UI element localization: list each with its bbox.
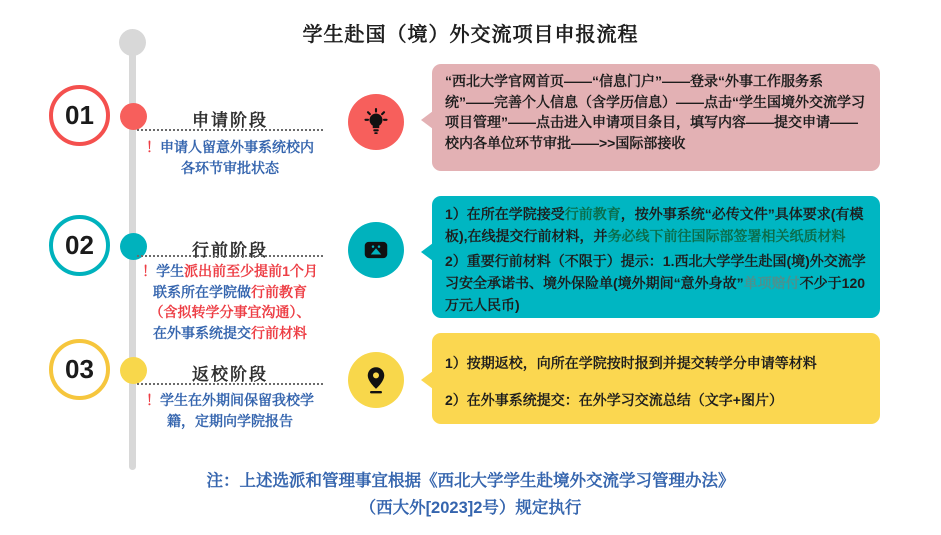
stage3-label: 返校阶段 bbox=[192, 365, 268, 384]
stage3-divider bbox=[137, 383, 323, 385]
location-pin-icon bbox=[361, 365, 391, 395]
stage3-bubble-tail bbox=[421, 371, 433, 389]
stage2-bubble-item2: 2）重要行前材料（不限于）提示：1.西北大学学生赴国(境)外交流学习安全承诺书、境外保险单(境外期间“意外身故”单项赔付不少于120万元人民币) bbox=[445, 253, 866, 313]
stage2-bubble-item1: 1）在所在学院接受行前教育，按外事系统“必传文件”具体要求(有模板),在线提交行前材料，并务必线下前往国际部签署相关纸质材料 bbox=[445, 206, 864, 244]
stage2-number: 02 bbox=[65, 230, 94, 260]
stage2-label: 行前阶段 bbox=[192, 241, 268, 260]
stage3-bubble bbox=[432, 333, 880, 424]
stage1-icon-badge bbox=[348, 94, 404, 150]
screen-share-icon bbox=[361, 235, 391, 265]
stage3-bubble-item1: 1）按期返校，向所在学院按时报到并提交转学分申请等材料 bbox=[445, 355, 817, 371]
stage1-bubble-text: “西北大学官网首页——“信息门户”——登录“外事工作服务系统”——完善个人信息（含学历信息）——点击“学生国境外交流学习项目管理”——点击进入申请项目条目，填写内容——提交申请——校内各单位环节审批——>>国际部接收 bbox=[445, 73, 865, 152]
stage2-note: ！学生派出前至少提前1个月 联系所在学院做行前教育 （含拟转学分事宜沟通）、 在外事系统提交行前材料 bbox=[142, 263, 318, 341]
footer-note-line1: 注：上述选派和管理事宜根据《西北大学学生赴境外交流学习管理办法》 bbox=[206, 472, 735, 490]
footer-note bbox=[0, 468, 941, 522]
stage3-bubble-item2: 2）在外事系统提交：在外学习交流总结（文字+图片） bbox=[445, 392, 783, 408]
stage3-number: 03 bbox=[65, 354, 94, 384]
stage1-label: 申请阶段 bbox=[192, 111, 268, 130]
stage1-bubble bbox=[432, 64, 880, 171]
page-title: 学生赴国（境）外交流项目申报流程 bbox=[302, 24, 639, 46]
footer-note-line2: （西大外[2023]2号）规定执行 bbox=[359, 499, 582, 517]
stage2-bubble bbox=[432, 196, 880, 318]
stage1-note: ！申请人留意外事系统校内 各环节审批状态 bbox=[146, 139, 314, 176]
stage1-divider bbox=[137, 129, 323, 131]
stage2-bubble-tail bbox=[421, 243, 433, 261]
stage1-number: 01 bbox=[65, 100, 94, 130]
stage3-number-badge bbox=[49, 339, 110, 400]
stage3-icon-badge bbox=[348, 352, 404, 408]
stage1-bubble-tail bbox=[421, 111, 433, 129]
stage2-number-badge bbox=[49, 215, 110, 276]
stage3-note: ！学生在外期间保留我校学 籍，定期向学院报告 bbox=[146, 392, 314, 429]
lightbulb-icon bbox=[361, 107, 391, 137]
stage1-number-badge bbox=[49, 85, 110, 146]
stage2-icon-badge bbox=[348, 222, 404, 278]
stage2-divider bbox=[137, 255, 323, 257]
